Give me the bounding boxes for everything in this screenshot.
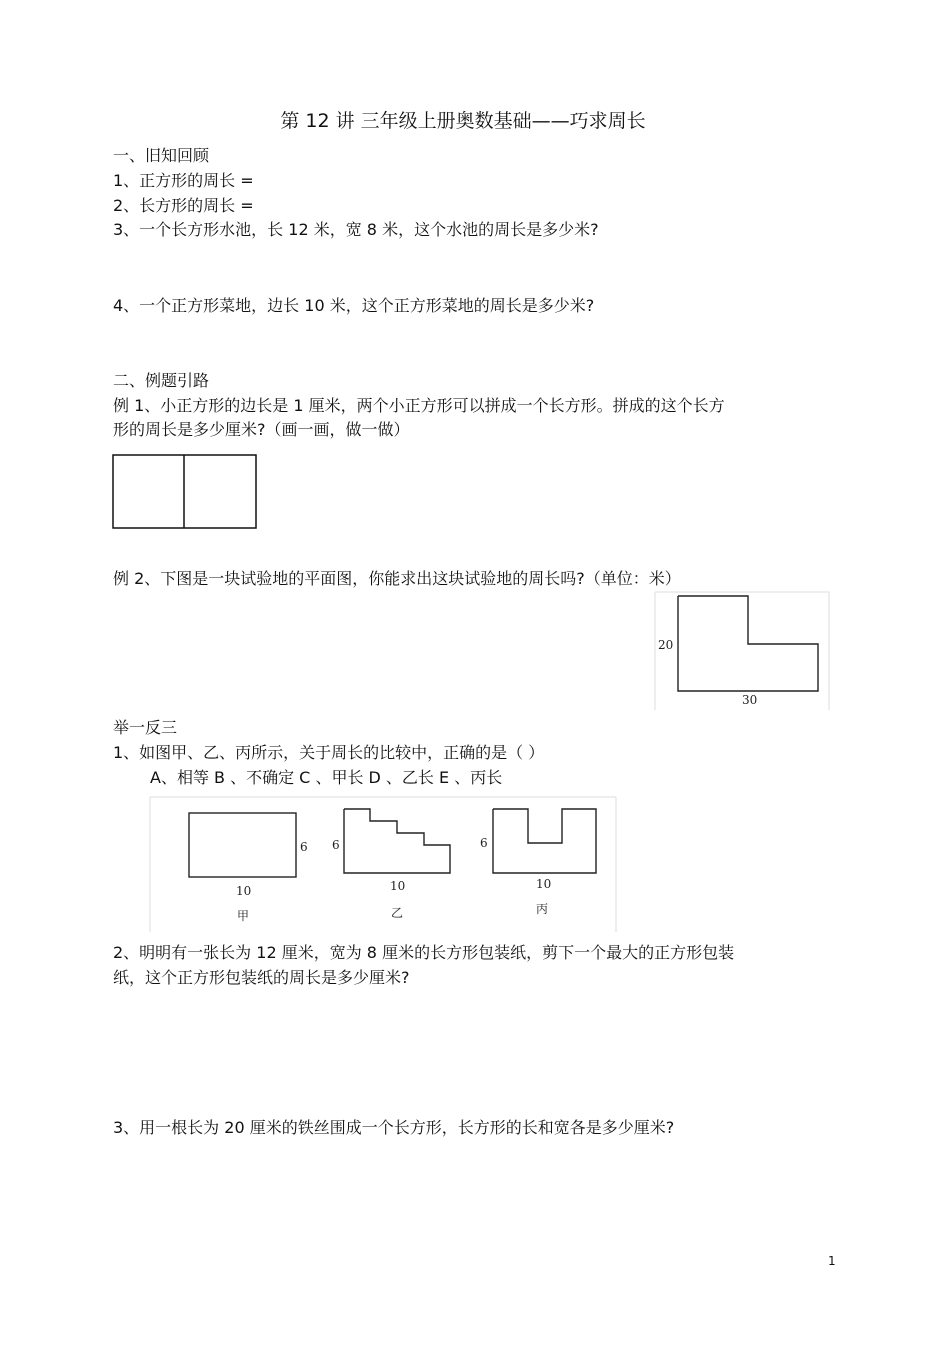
shapes-comparison-figure <box>150 797 617 933</box>
practice-q1-options: A、相等 B 、不确定 C 、甲长 D 、乙长 E 、丙长 <box>150 768 503 787</box>
practice-q2-line2: 纸，这个正方形包装纸的周长是多少厘米? <box>113 968 410 987</box>
yi-side-label: 6 <box>332 838 340 852</box>
jia-bottom-label: 10 <box>236 884 252 898</box>
field-bottom-label: 30 <box>742 693 758 707</box>
practice-heading: 举一反三 <box>113 718 178 737</box>
bing-bottom-label: 10 <box>536 877 552 891</box>
practice-q3: 3、用一根长为 20 厘米的铁丝围成一个长方形，长方形的长和宽各是多少厘米? <box>113 1118 675 1137</box>
practice-q1: 1、如图甲、乙、丙所示，关于周长的比较中，正确的是（ ） <box>113 743 545 762</box>
page-number: 1 <box>828 1254 836 1268</box>
jia-side-label: 6 <box>300 840 308 854</box>
example-1-line1: 例 1、小正方形的边长是 1 厘米，两个小正方形可以拼成一个长方形。拼成的这个长方 <box>113 396 725 415</box>
page-title: 第 12 讲 三年级上册奥数基础——巧求周长 <box>280 110 646 132</box>
example-1-line2: 形的周长是多少厘米?（画一画，做一做） <box>113 420 410 439</box>
jia-name-label: 甲 <box>237 909 250 923</box>
shape-yi <box>344 809 450 873</box>
review-q4: 4、一个正方形菜地，边长 10 米，这个正方形菜地的周长是多少米? <box>113 296 595 315</box>
review-heading: 一、旧知回顾 <box>113 146 210 165</box>
shape-bing <box>493 809 596 873</box>
two-squares-figure <box>112 454 258 530</box>
yi-name-label: 乙 <box>391 906 404 920</box>
bing-name-label: 丙 <box>536 902 549 916</box>
field-side-label: 20 <box>658 638 674 652</box>
example-2: 例 2、下图是一块试验地的平面图，你能求出这块试验地的周长吗?（单位：米） <box>113 569 681 588</box>
review-q1: 1、正方形的周长 = <box>113 171 254 190</box>
examples-heading: 二、例题引路 <box>113 371 210 390</box>
review-q2: 2、长方形的周长 = <box>113 196 254 215</box>
l-shape-field-figure <box>655 592 830 712</box>
shape-jia <box>189 813 296 877</box>
review-q3: 3、一个长方形水池，长 12 米，宽 8 米，这个水池的周长是多少米? <box>113 220 599 239</box>
practice-q2-line1: 2、明明有一张长为 12 厘米，宽为 8 厘米的长方形包装纸，剪下一个最大的正方形包装 <box>113 943 735 962</box>
bing-side-label: 6 <box>480 836 488 850</box>
yi-bottom-label: 10 <box>390 879 406 893</box>
